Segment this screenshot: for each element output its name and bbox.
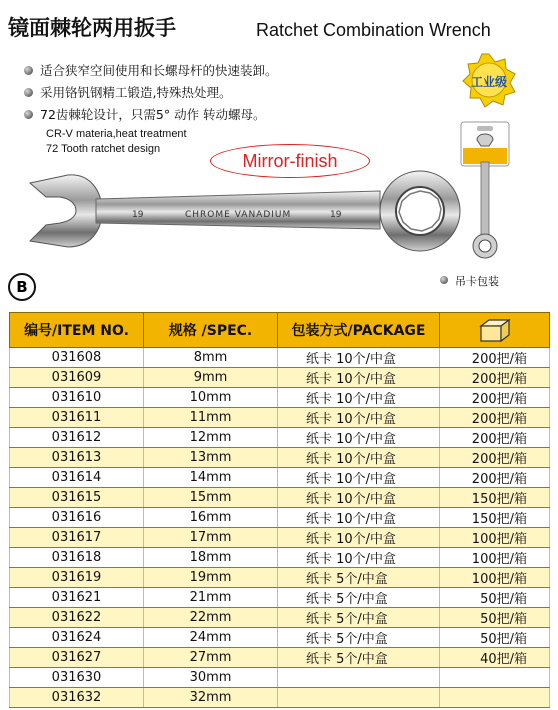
section-mark: B (8, 273, 36, 301)
cell-box-qty: 200把/箱 (440, 368, 550, 388)
table-row (10, 548, 550, 568)
cell-box-qty: 200把/箱 (440, 348, 550, 368)
cell-box-qty (440, 668, 550, 688)
cell-spec: 21mm (144, 588, 278, 608)
cell-box-qty: 200把/箱 (440, 388, 550, 408)
wrench-image (20, 165, 470, 275)
cell-item-no: 031632 (10, 688, 144, 708)
cell-package: 纸卡 5个/中盒 (278, 608, 440, 628)
table-row (10, 408, 550, 428)
column-header-package: 包装方式/PACKAGE (278, 313, 440, 348)
cell-box-qty (440, 688, 550, 708)
cell-item-no: 031613 (10, 448, 144, 468)
cell-package: 纸卡 5个/中盒 (278, 628, 440, 648)
cell-package: 纸卡 5个/中盒 (278, 648, 440, 668)
cell-spec: 13mm (144, 448, 278, 468)
cell-item-no: 031617 (10, 528, 144, 548)
cell-package: 纸卡 10个/中盒 (278, 428, 440, 448)
table-header-row (10, 313, 550, 348)
cell-box-qty: 200把/箱 (440, 408, 550, 428)
cell-package: 纸卡 10个/中盒 (278, 468, 440, 488)
table-row (10, 448, 550, 468)
cell-spec: 16mm (144, 508, 278, 528)
cell-spec: 12mm (144, 428, 278, 448)
mirror-finish-label: Mirror-finish (210, 144, 370, 178)
feature-list (24, 60, 278, 126)
feature-item: 采用铬钒钢精工锻造,特殊热处理。 (24, 82, 278, 104)
cell-spec: 17mm (144, 528, 278, 548)
feature-item: 适合狭窄空间使用和长螺母杆的快速装卸。 (24, 60, 278, 82)
column-header-box (440, 313, 550, 348)
cell-item-no: 031621 (10, 588, 144, 608)
cell-package: 纸卡 10个/中盒 (278, 368, 440, 388)
cell-item-no: 031612 (10, 428, 144, 448)
cell-item-no: 031630 (10, 668, 144, 688)
table-row (10, 388, 550, 408)
cell-package: 纸卡 10个/中盒 (278, 448, 440, 468)
table-row (10, 568, 550, 588)
feature-note: CR-V materia,heat treatment (46, 128, 187, 140)
cell-box-qty: 40把/箱 (440, 648, 550, 668)
cell-box-qty: 50把/箱 (440, 628, 550, 648)
cell-spec: 22mm (144, 608, 278, 628)
column-header-item-no: 编号/ITEM NO. (10, 313, 144, 348)
hang-card-label: 吊卡包装 (455, 275, 499, 288)
cell-spec: 14mm (144, 468, 278, 488)
cell-package: 纸卡 5个/中盒 (278, 588, 440, 608)
table-row (10, 588, 550, 608)
cell-spec: 18mm (144, 548, 278, 568)
cell-item-no: 031616 (10, 508, 144, 528)
cell-item-no: 031627 (10, 648, 144, 668)
table-row (10, 348, 550, 368)
carton-box-icon (475, 316, 515, 344)
wrench-brand-engraving: CHROME VANADIUM (185, 210, 292, 220)
cell-package: 纸卡 10个/中盒 (278, 508, 440, 528)
table-row (10, 648, 550, 668)
cell-item-no: 031610 (10, 388, 144, 408)
cell-spec: 30mm (144, 668, 278, 688)
hang-card-bullet-icon (440, 276, 448, 284)
product-title-zh: 镜面棘轮两用扳手 (8, 16, 176, 40)
table-row (10, 528, 550, 548)
cell-package: 纸卡 10个/中盒 (278, 348, 440, 368)
industrial-grade-badge-icon (461, 52, 517, 108)
table-row (10, 488, 550, 508)
cell-package: 纸卡 5个/中盒 (278, 568, 440, 588)
spec-table (9, 312, 550, 708)
cell-package: 纸卡 10个/中盒 (278, 548, 440, 568)
cell-box-qty: 200把/箱 (440, 468, 550, 488)
product-title-en: Ratchet Combination Wrench (256, 20, 491, 40)
feature-item: 72齿棘轮设计，只需5° 动作 转动螺母。 (24, 104, 278, 126)
cell-package (278, 688, 440, 708)
table-row (10, 508, 550, 528)
cell-package (278, 668, 440, 688)
cell-box-qty: 100把/箱 (440, 528, 550, 548)
cell-package: 纸卡 10个/中盒 (278, 488, 440, 508)
cell-package: 纸卡 10个/中盒 (278, 388, 440, 408)
badge-label: 工业级 (470, 75, 508, 89)
table-row (10, 668, 550, 688)
table-row (10, 428, 550, 448)
cell-box-qty: 100把/箱 (440, 548, 550, 568)
cell-spec: 19mm (144, 568, 278, 588)
cell-spec: 24mm (144, 628, 278, 648)
cell-box-qty: 200把/箱 (440, 448, 550, 468)
wrench-size-right: 19 (330, 210, 342, 220)
table-row (10, 368, 550, 388)
cell-box-qty: 200把/箱 (440, 428, 550, 448)
cell-package: 纸卡 10个/中盒 (278, 408, 440, 428)
feature-notes-en (46, 127, 187, 157)
cell-spec: 8mm (144, 348, 278, 368)
table-row (10, 628, 550, 648)
cell-item-no: 031609 (10, 368, 144, 388)
cell-item-no: 031611 (10, 408, 144, 428)
cell-spec: 27mm (144, 648, 278, 668)
cell-item-no: 031619 (10, 568, 144, 588)
cell-item-no: 031622 (10, 608, 144, 628)
table-row (10, 468, 550, 488)
hang-card-package-image (455, 118, 515, 263)
cell-spec: 10mm (144, 388, 278, 408)
cell-item-no: 031614 (10, 468, 144, 488)
cell-spec: 15mm (144, 488, 278, 508)
cell-box-qty: 100把/箱 (440, 568, 550, 588)
wrench-size-left: 19 (132, 210, 144, 220)
feature-note: 72 Tooth ratchet design (46, 143, 161, 155)
cell-spec: 32mm (144, 688, 278, 708)
cell-spec: 11mm (144, 408, 278, 428)
cell-item-no: 031615 (10, 488, 144, 508)
table-row (10, 608, 550, 628)
cell-box-qty: 150把/箱 (440, 488, 550, 508)
cell-item-no: 031624 (10, 628, 144, 648)
cell-spec: 9mm (144, 368, 278, 388)
table-row (10, 688, 550, 708)
cell-box-qty: 50把/箱 (440, 608, 550, 628)
cell-box-qty: 50把/箱 (440, 588, 550, 608)
column-header-spec: 规格 /SPEC. (144, 313, 278, 348)
cell-package: 纸卡 10个/中盒 (278, 528, 440, 548)
cell-item-no: 031608 (10, 348, 144, 368)
cell-box-qty: 150把/箱 (440, 508, 550, 528)
cell-item-no: 031618 (10, 548, 144, 568)
